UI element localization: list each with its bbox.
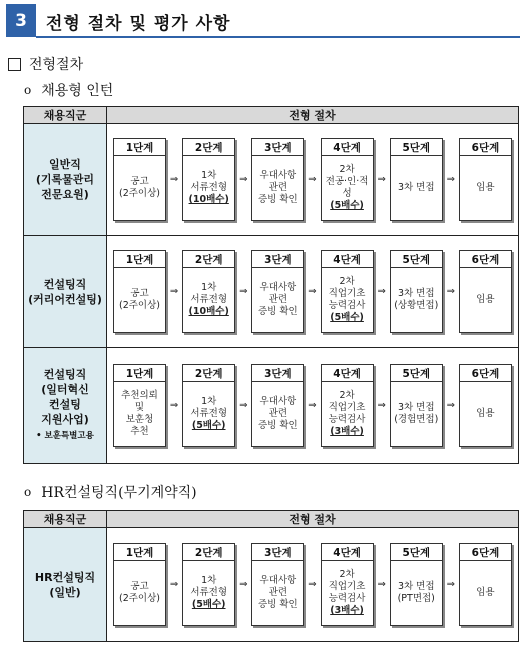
step-body: [460, 268, 511, 332]
step-multiplier: (5배수): [191, 420, 226, 431]
hr-procedure-table: [23, 510, 519, 642]
step-title: 6단계: [460, 365, 511, 382]
step-body: [252, 382, 303, 446]
step-box: [459, 364, 512, 447]
step-box: [182, 250, 235, 333]
step-body: [322, 268, 373, 332]
hr-consulting-label: [24, 482, 197, 502]
step-title: 4단계: [322, 139, 373, 156]
step-line: 관련: [268, 587, 288, 598]
step-line: 증빙 확인: [258, 306, 298, 317]
category-header: 채용직군: [24, 511, 107, 528]
step-line: (2주이상): [119, 300, 160, 311]
step-line: (경험면접): [394, 414, 439, 425]
step-box: [182, 364, 235, 447]
step-body: [252, 268, 303, 332]
step-line: 서류전형: [190, 587, 228, 598]
step-title: 1단계: [114, 251, 165, 268]
step-title: 2단계: [183, 139, 234, 156]
step-multiplier: (3배수): [330, 426, 364, 437]
step-line: 직업기초: [328, 288, 366, 299]
step-line: 임용: [476, 408, 495, 419]
step-body: [322, 561, 373, 625]
step-multiplier: (5배수): [330, 312, 364, 323]
step-flow: [107, 250, 518, 333]
step-title: 5단계: [391, 139, 442, 156]
step-body: [183, 268, 234, 332]
arrow-right-icon: ⇒: [308, 286, 317, 297]
procedure-header: 전형 절차: [107, 511, 519, 528]
step-title: 3단계: [252, 139, 303, 156]
step-body: [114, 382, 165, 446]
step-body: [183, 382, 234, 446]
circle-bullet-icon: o: [24, 83, 32, 97]
arrow-right-icon: ⇒: [239, 400, 248, 411]
step-line: 증빙 확인: [258, 420, 298, 431]
procedure-row: [24, 348, 519, 464]
step-body: [322, 156, 373, 220]
heading-underline: [36, 36, 520, 38]
step-box: [459, 543, 512, 626]
step-multiplier: (3배수): [330, 605, 364, 616]
step-body: [391, 382, 442, 446]
square-bullet-icon: [8, 58, 21, 71]
arrow-right-icon: ⇒: [239, 579, 248, 590]
step-line: 추천의뢰: [121, 390, 158, 401]
category-header: 채용직군: [24, 107, 107, 124]
intern-procedure-table: [23, 106, 519, 464]
step-line: 3차 면접: [397, 288, 435, 299]
job-category-line: 컨설팅직: [43, 277, 87, 291]
step-box: [321, 364, 374, 447]
step-line: 임용: [476, 182, 495, 193]
step-body: [183, 561, 234, 625]
hr-consulting-label-text: HR컨설팅직(무기계약직): [41, 485, 197, 501]
step-line: 증빙 확인: [258, 599, 298, 610]
arrow-right-icon: ⇒: [446, 286, 456, 297]
step-line: 공고: [130, 176, 149, 187]
procedure-cell: [107, 236, 519, 348]
step-box: [251, 138, 304, 221]
arrow-right-icon: ⇒: [169, 579, 179, 590]
step-line: 3차 면접: [397, 581, 435, 592]
step-line: 3차 면접: [397, 182, 435, 193]
step-body: [114, 156, 165, 220]
step-line: 2차: [339, 276, 355, 287]
step-line: 추천: [130, 426, 149, 437]
step-line: 우대사항: [259, 396, 297, 407]
step-line: 2차: [339, 390, 355, 401]
step-box: [113, 543, 166, 626]
procedure-row: [24, 236, 519, 348]
arrow-right-icon: ⇒: [239, 286, 248, 297]
step-line: 1차: [201, 170, 217, 181]
step-title: 5단계: [391, 544, 442, 561]
step-line: (2주이상): [119, 593, 160, 604]
job-category-line: 컨설팅: [49, 398, 81, 411]
arrow-right-icon: ⇒: [377, 400, 386, 411]
arrow-right-icon: ⇒: [377, 174, 386, 185]
procedure-cell: [107, 124, 519, 236]
job-category-note: • 보훈특별고용: [36, 431, 94, 441]
step-title: 1단계: [114, 544, 165, 561]
step-box: [321, 250, 374, 333]
step-line: 우대사항: [259, 170, 297, 181]
step-line: 관련: [268, 294, 288, 305]
step-box: [113, 364, 166, 447]
step-multiplier: (10배수): [188, 306, 229, 317]
step-line: 2차: [339, 569, 355, 580]
step-body: [391, 268, 442, 332]
step-title: 3단계: [252, 544, 303, 561]
step-line: 능력검사: [328, 300, 366, 311]
step-title: 2단계: [183, 251, 234, 268]
step-line: 우대사항: [259, 282, 297, 293]
step-line: (상황면접): [394, 300, 439, 311]
step-line: 공고: [130, 581, 149, 592]
step-title: 1단계: [114, 365, 165, 382]
subsection-text: 전형절차: [29, 57, 84, 73]
step-flow: [107, 364, 518, 447]
step-title: 3단계: [252, 365, 303, 382]
step-title: 5단계: [391, 251, 442, 268]
step-line: 우대사항: [259, 575, 297, 586]
step-line: 증빙 확인: [258, 194, 298, 205]
step-box: [251, 543, 304, 626]
step-line: 능력검사: [328, 414, 366, 425]
step-body: [252, 561, 303, 625]
job-category-line: (기록물관리: [35, 173, 95, 186]
step-box: [251, 364, 304, 447]
step-line: 1차: [201, 396, 217, 407]
step-line: 2차: [339, 164, 355, 175]
procedure-cell: [107, 348, 519, 464]
arrow-right-icon: ⇒: [169, 174, 179, 185]
step-box: [113, 138, 166, 221]
arrow-right-icon: ⇒: [446, 400, 456, 411]
step-line: 및: [134, 402, 145, 413]
arrow-right-icon: ⇒: [169, 400, 179, 411]
step-line: 공고: [130, 288, 149, 299]
step-line: 서류전형: [190, 408, 228, 419]
procedure-row: [24, 124, 519, 236]
step-line: 능력검사: [328, 593, 366, 604]
step-line: 임용: [476, 294, 495, 305]
step-line: 1차: [201, 282, 217, 293]
procedure-header: 전형 절차: [107, 107, 519, 124]
arrow-right-icon: ⇒: [308, 579, 317, 590]
step-box: [321, 543, 374, 626]
step-line: 서류전형: [190, 294, 228, 305]
circle-bullet-icon: o: [24, 485, 32, 499]
job-category-line: 컨설팅직: [43, 368, 87, 381]
step-flow: [107, 543, 518, 626]
step-box: [390, 543, 443, 626]
step-title: 2단계: [183, 544, 234, 561]
step-box: [390, 250, 443, 333]
step-body: [391, 561, 442, 625]
step-box: [251, 250, 304, 333]
step-body: [114, 561, 165, 625]
step-body: [460, 156, 511, 220]
subsection-label: [8, 54, 83, 74]
step-title: 4단계: [322, 544, 373, 561]
step-line: 임용: [476, 587, 495, 598]
procedure-row: [24, 528, 519, 642]
step-line: 보훈청: [125, 414, 154, 425]
job-category-line: 전문요원): [41, 188, 89, 201]
step-box: [113, 250, 166, 333]
arrow-right-icon: ⇒: [308, 174, 317, 185]
step-line: 서류전형: [190, 182, 228, 193]
arrow-right-icon: ⇒: [446, 174, 456, 185]
arrow-right-icon: ⇒: [377, 286, 386, 297]
step-box: [182, 138, 235, 221]
step-line: 전공·인·적성: [325, 176, 369, 199]
job-category-cell: [24, 528, 107, 642]
job-category-line: (일터혁신: [41, 383, 89, 396]
step-box: [321, 138, 374, 221]
step-multiplier: (5배수): [191, 599, 226, 610]
job-category-line: (커리어컨설팅): [28, 292, 102, 306]
arrow-right-icon: ⇒: [169, 286, 179, 297]
job-category-cell: [24, 124, 107, 236]
arrow-right-icon: ⇒: [308, 400, 317, 411]
step-body: [460, 561, 511, 625]
procedure-cell: [107, 528, 519, 642]
job-category-line: (일반): [49, 585, 81, 599]
step-multiplier: (10배수): [188, 194, 229, 205]
step-line: 관련: [268, 182, 288, 193]
step-box: [459, 138, 512, 221]
step-box: [182, 543, 235, 626]
step-line: 3차 면접: [397, 402, 435, 413]
step-body: [252, 156, 303, 220]
intern-label: [24, 80, 113, 100]
step-line: (PT면접): [397, 593, 435, 604]
step-line: 관련: [268, 408, 288, 419]
step-title: 4단계: [322, 251, 373, 268]
step-title: 6단계: [460, 251, 511, 268]
arrow-right-icon: ⇒: [377, 579, 386, 590]
step-box: [390, 138, 443, 221]
arrow-right-icon: ⇒: [446, 579, 456, 590]
step-body: [183, 156, 234, 220]
arrow-right-icon: ⇒: [239, 174, 248, 185]
step-title: 6단계: [460, 544, 511, 561]
step-line: (2주이상): [119, 188, 160, 199]
step-line: 직업기초: [328, 402, 366, 413]
job-category-cell: [24, 236, 107, 348]
section-number: 3: [6, 4, 36, 37]
step-title: 4단계: [322, 365, 373, 382]
step-title: 5단계: [391, 365, 442, 382]
step-line: 1차: [201, 575, 217, 586]
step-title: 6단계: [460, 139, 511, 156]
section-heading: [6, 4, 520, 38]
section-title: 전형 절차 및 평가 사항: [46, 14, 231, 34]
job-category-line: 일반직: [49, 158, 81, 171]
step-body: [322, 382, 373, 446]
step-body: [391, 156, 442, 220]
step-body: [460, 382, 511, 446]
step-title: 1단계: [114, 139, 165, 156]
intern-label-text: 채용형 인턴: [41, 83, 114, 99]
step-flow: [107, 138, 518, 221]
step-multiplier: (5배수): [330, 200, 364, 211]
step-title: 3단계: [252, 251, 303, 268]
job-category-line: HR컨설팅직: [34, 570, 96, 584]
step-box: [459, 250, 512, 333]
step-body: [114, 268, 165, 332]
job-category-cell: [24, 348, 107, 464]
step-line: 직업기초: [328, 581, 366, 592]
step-title: 2단계: [183, 365, 234, 382]
step-box: [390, 364, 443, 447]
job-category-line: 지원사업): [41, 413, 89, 426]
